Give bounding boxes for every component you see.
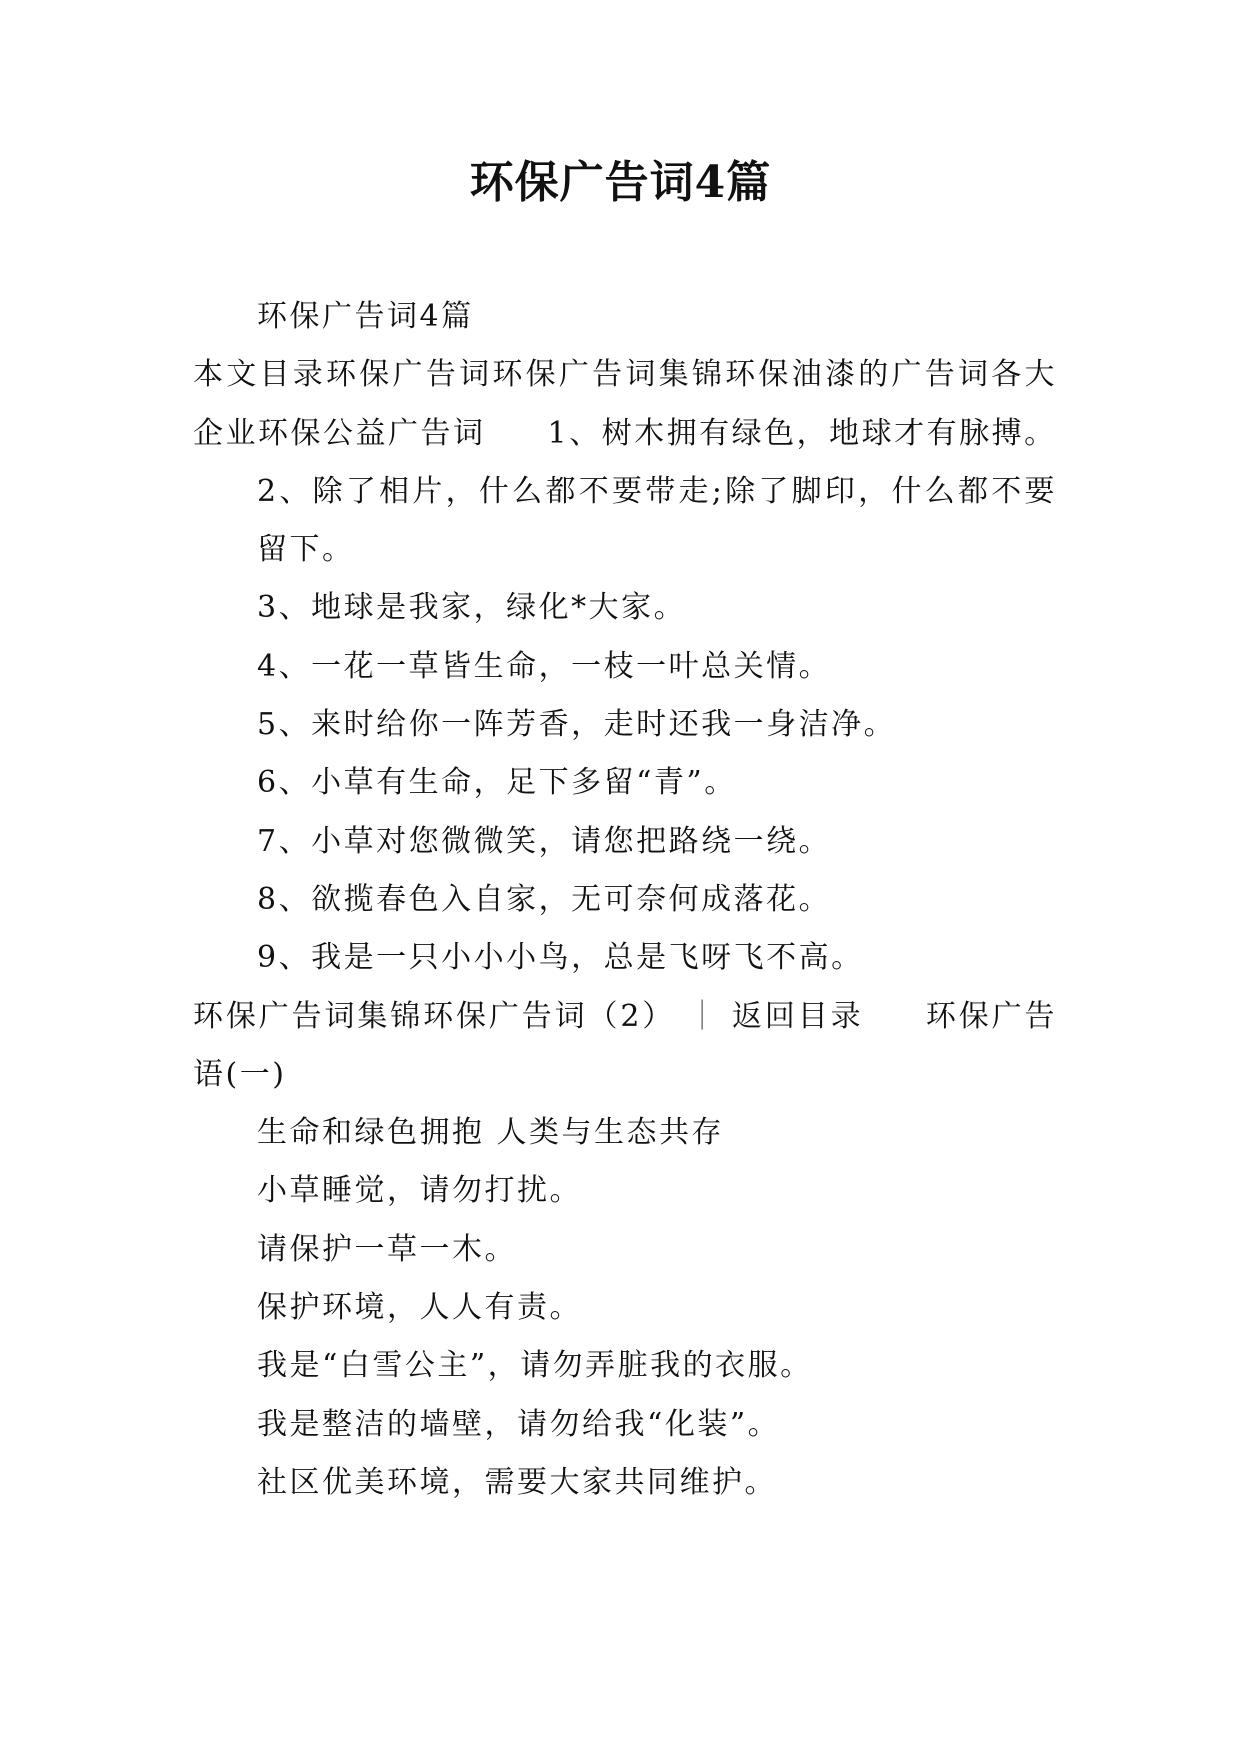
section-nav xyxy=(193,988,1057,1105)
list-item: 7、小草对您微微笑，请您把路绕一绕。 xyxy=(257,823,832,859)
list-item: 2、除了相片，什么都不要带走;除了脚印，什么都不要留下。 xyxy=(257,473,1057,568)
slogan-line: 我是“白雪公主”，请勿弄脏我的衣服。 xyxy=(257,1348,813,1384)
section-nav-lead: 环保广告词集锦环保广告词（2） xyxy=(193,998,676,1034)
slogan-line: 保护环境，人人有责。 xyxy=(257,1290,582,1326)
list-item: 1、树木拥有绿色，地球才有脉搏。 xyxy=(547,415,1057,451)
list-item: 8、欲揽春色入自家，无可奈何成落花。 xyxy=(257,881,832,917)
section-separator: ｜ xyxy=(687,998,720,1034)
slogan-line: 社区优美环境，需要大家共同维护。 xyxy=(257,1464,777,1500)
list-item: 6、小草有生命，足下多留“青”。 xyxy=(257,765,737,801)
section-heading: 环保广告语(一) xyxy=(193,998,1057,1092)
document-subtitle: 环保广告词4篇 xyxy=(257,299,474,334)
toc-text: 本文目录环保广告词环保广告词集锦环保油漆的广告词各大企业环保公益广告词 xyxy=(193,357,1057,451)
slogan-line: 生命和绿色拥抱 人类与生态共存 xyxy=(257,1115,725,1151)
toc-paragraph xyxy=(193,346,1057,463)
document-title: 环保广告词4篇 xyxy=(469,157,772,208)
list-item: 9、我是一只小小小鸟，总是飞呀飞不高。 xyxy=(257,940,864,976)
list-item: 3、地球是我家，绿化*大家。 xyxy=(257,590,687,626)
list-item: 4、一花一草皆生命，一枝一叶总关情。 xyxy=(257,648,832,684)
slogan-line: 小草睡觉，请勿打扰。 xyxy=(257,1173,582,1209)
back-to-toc-link[interactable]: 返回目录 xyxy=(731,998,864,1034)
document-body xyxy=(193,288,1057,1512)
list-item: 5、来时给你一阵芳香，走时还我一身洁净。 xyxy=(257,707,897,743)
slogan-line: 请保护一草一木。 xyxy=(257,1231,517,1267)
slogan-line: 我是整洁的墙壁，请勿给我“化装”。 xyxy=(257,1406,781,1442)
